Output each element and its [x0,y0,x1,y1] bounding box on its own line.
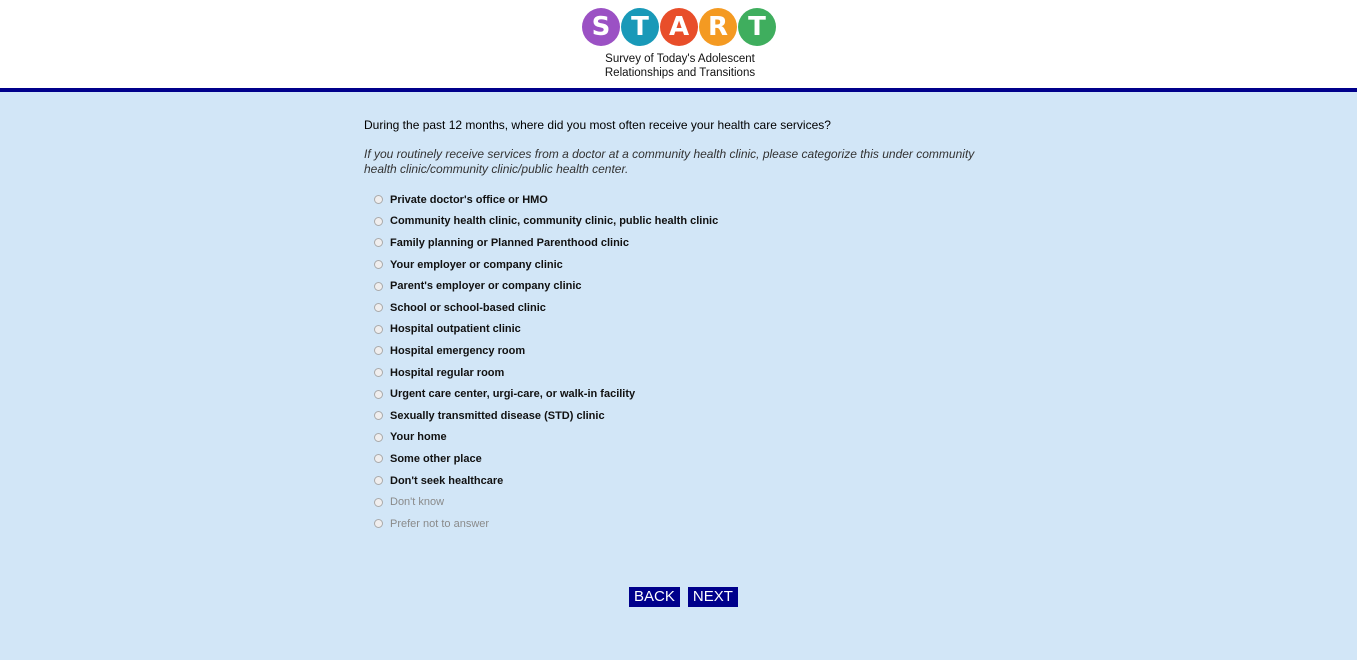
radio-button[interactable] [374,411,383,420]
option-community-health-clinic[interactable] [372,211,972,233]
logo-subtitle [582,52,778,80]
option-label: Your home [390,431,447,444]
answer-options [372,189,972,535]
radio-button[interactable] [374,195,383,204]
option-hospital-outpatient[interactable] [372,319,972,341]
radio-button[interactable] [374,238,383,247]
option-label: Urgent care center, urgi-care, or walk-in facility [390,388,636,401]
radio-button[interactable] [374,390,383,399]
option-label: Your employer or company clinic [390,258,563,271]
option-label: Family planning or Planned Parenthood clinic [390,236,629,249]
logo-letter-s: S [582,8,620,46]
option-prefer-not-to-answer[interactable] [372,513,972,535]
option-family-planning[interactable] [372,232,972,254]
radio-button[interactable] [374,454,383,463]
header [0,0,1357,92]
option-std-clinic[interactable] [372,405,972,427]
radio-button[interactable] [374,346,383,355]
logo-letter-r: R [699,8,737,46]
option-label: Parent's employer or company clinic [390,280,582,293]
start-logo [582,8,778,82]
option-employer-clinic[interactable] [372,254,972,276]
option-your-home[interactable] [372,427,972,449]
logo-letters [582,8,778,48]
option-label: Community health clinic, community clinic, public health clinic [390,215,719,228]
option-label: Don't seek healthcare [390,474,504,487]
radio-button[interactable] [374,433,383,442]
radio-button[interactable] [374,368,383,377]
next-button[interactable]: NEXT [688,587,738,607]
radio-button[interactable] [374,519,383,528]
option-label: Prefer not to answer [390,517,490,530]
logo-subtitle-line2: Relationships and Transitions [604,67,756,79]
radio-button[interactable] [374,476,383,485]
option-label: Some other place [390,452,482,465]
question-instruction: If you routinely receive services from a doctor at a community health clinic, please categorize this under community health clinic/community clinic/public health center. [364,147,975,176]
option-label: Hospital outpatient clinic [390,323,521,336]
option-hospital-emergency[interactable] [372,340,972,362]
back-button[interactable]: BACK [629,587,680,607]
logo-letter-t2: T [738,8,776,46]
option-label: Hospital emergency room [390,344,526,357]
option-label: Don't know [390,496,445,509]
option-dont-know[interactable] [372,491,972,513]
logo-letter-a: A [660,8,698,46]
option-hospital-regular[interactable] [372,362,972,384]
radio-button[interactable] [374,217,383,226]
option-urgent-care[interactable] [372,383,972,405]
radio-button[interactable] [374,498,383,507]
option-dont-seek-healthcare[interactable] [372,470,972,492]
radio-button[interactable] [374,325,383,334]
option-parent-employer-clinic[interactable] [372,275,972,297]
option-some-other-place[interactable] [372,448,972,470]
option-label: Hospital regular room [390,366,505,379]
logo-subtitle-line1: Survey of Today's Adolescent [605,53,755,65]
radio-button[interactable] [374,282,383,291]
option-label: Private doctor's office or HMO [390,193,548,206]
logo-letter-t: T [621,8,659,46]
option-label: School or school-based clinic [390,301,546,314]
radio-button[interactable] [374,260,383,269]
radio-button[interactable] [374,303,383,312]
question-block [364,117,984,177]
option-school-clinic[interactable] [372,297,972,319]
navigation [629,587,738,607]
option-label: Sexually transmitted disease (STD) clinic [390,409,605,422]
question-text: During the past 12 months, where did you most often receive your health care services? [364,118,831,132]
option-private-doctor[interactable] [372,189,972,211]
